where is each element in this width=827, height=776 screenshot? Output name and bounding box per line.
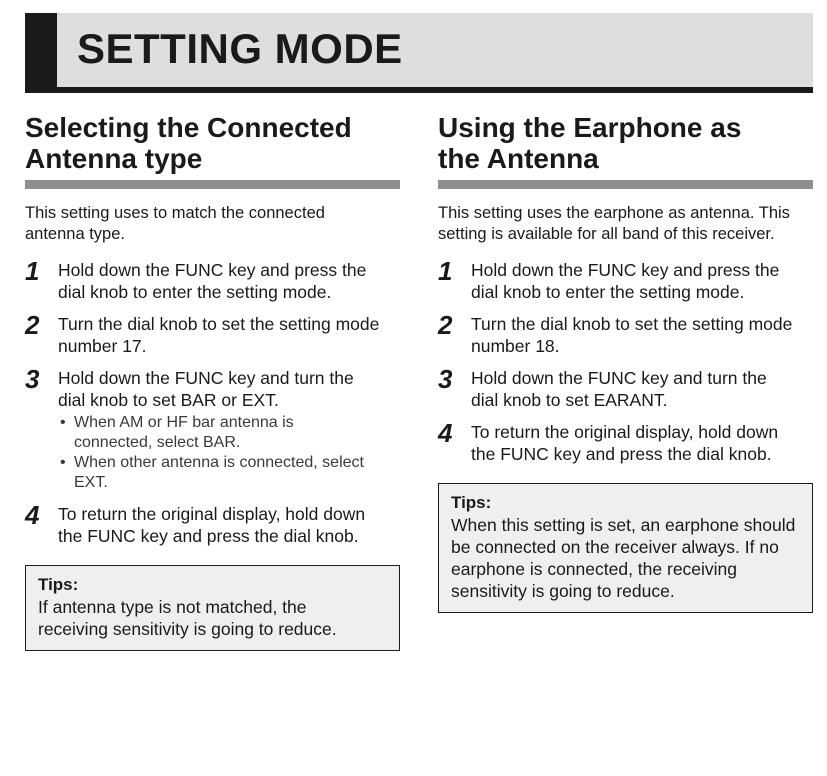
tips-label: Tips:	[38, 575, 79, 594]
step-number: 3	[25, 364, 40, 394]
step-text: To return the original display, hold down the FUNC key and press the dial knob.	[471, 422, 779, 464]
tips-label: Tips:	[451, 493, 492, 512]
step-number: 1	[438, 256, 453, 286]
step-4	[25, 500, 400, 547]
step-text: Turn the dial knob to set the setting mode number 17.	[58, 314, 380, 356]
tips-text: If antenna type is not matched, the receiving sensitivity is going to reduce.	[38, 597, 337, 639]
step-text: Hold down the FUNC key and turn the dial knob to set BAR or EXT.	[58, 368, 354, 410]
section-earphone-antenna	[438, 112, 813, 613]
step-3	[438, 364, 813, 411]
step-number: 3	[438, 364, 453, 394]
section-title-line: Antenna type	[25, 143, 203, 174]
step-1	[25, 256, 400, 303]
header-accent-bar	[25, 13, 57, 87]
section-antenna-type	[25, 112, 400, 651]
step-3	[25, 364, 400, 493]
section-title	[438, 112, 813, 189]
step-number: 4	[438, 418, 453, 448]
step-bullets	[58, 413, 398, 493]
section-intro: This setting uses the earphone as antenna. This setting is available for all band of this receiver.	[438, 204, 790, 243]
section-intro: This setting uses to match the connected antenna type.	[25, 204, 325, 243]
section-title	[25, 112, 400, 189]
step-2	[438, 310, 813, 357]
tips-box	[25, 565, 400, 651]
step-4	[438, 418, 813, 465]
step-2	[25, 310, 400, 357]
step-number: 2	[25, 310, 40, 340]
step-number: 4	[25, 500, 40, 530]
page-title: SETTING MODE	[77, 25, 403, 72]
step-1	[438, 256, 813, 303]
step-text: Turn the dial knob to set the setting mode number 18.	[471, 314, 793, 356]
section-title-line: Using the Earphone as	[438, 112, 742, 143]
bullet-item: • When AM or HF bar antenna is connected, select BAR.	[58, 413, 374, 453]
step-number: 1	[25, 256, 40, 286]
tips-box	[438, 483, 813, 613]
section-title-line: the Antenna	[438, 143, 599, 174]
page-header	[25, 13, 813, 93]
tips-text: When this setting is set, an earphone should be connected on the receiver always. If no earphone is connected, the receiving sensitivity is going to reduce.	[451, 515, 796, 601]
step-text: To return the original display, hold down the FUNC key and press the dial knob.	[58, 504, 366, 546]
bullet-item: • When other antenna is connected, select EXT.	[58, 453, 384, 493]
step-text: Hold down the FUNC key and press the dial knob to enter the setting mode.	[58, 260, 367, 302]
step-text: Hold down the FUNC key and press the dial knob to enter the setting mode.	[471, 260, 780, 302]
step-number: 2	[438, 310, 453, 340]
section-title-line: Selecting the Connected	[25, 112, 352, 143]
step-text: Hold down the FUNC key and turn the dial knob to set EARANT.	[471, 368, 767, 410]
